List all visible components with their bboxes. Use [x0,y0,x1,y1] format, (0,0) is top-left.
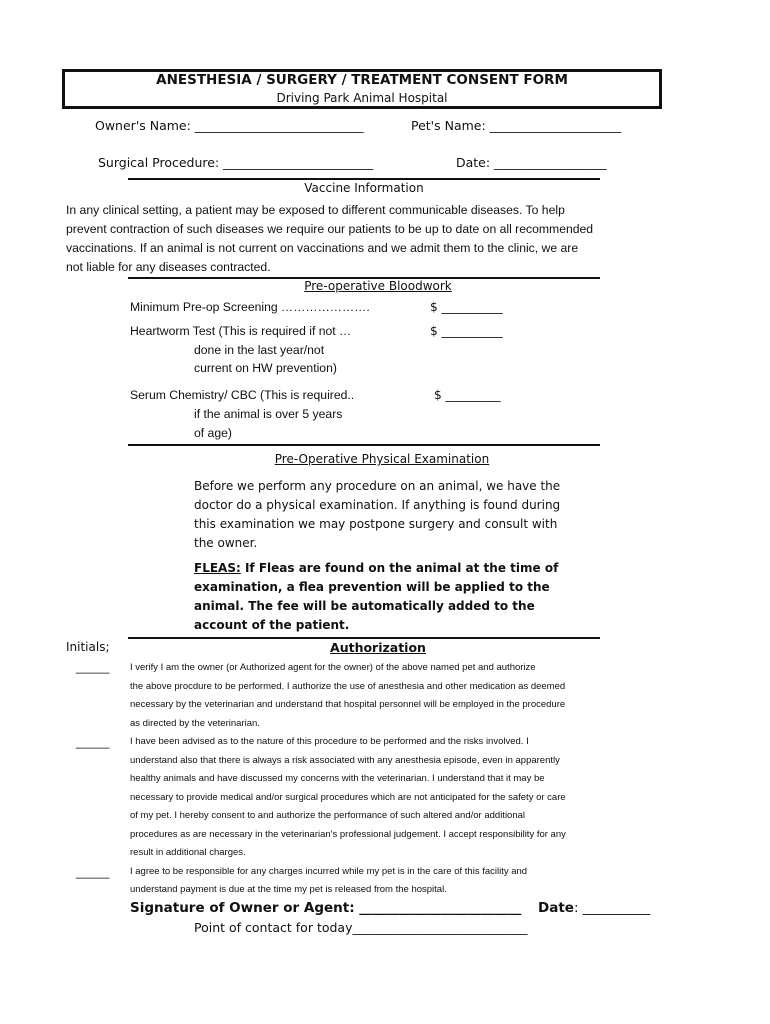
point-of-contact-field[interactable]: Point of contact for today____________________________ [194,920,528,935]
preop-screening-item: Minimum Pre-op Screening …………………. [130,300,370,314]
text-line: I agree to be responsible for any charges incurred while my pet is in the care of this facility and [130,865,528,877]
text-line: examination, a flea prevention will be applied to the [194,580,550,594]
text-line: vaccinations. If an animal is not current on vaccinations and we admit them to the clinic, we are [66,241,579,255]
initials-blank-2[interactable]: _____ [76,735,110,749]
text-line: doctor do a physical examination. If anything is found during [194,498,561,512]
heartworm-price[interactable]: $ __________ [430,324,503,338]
text-line: necessary by the veterinarian and understand that hospital personnel will be employed in the procedure [130,699,566,710]
text-line: understand payment is due at the time my pet is released from the hospital. [130,884,447,895]
vaccine-paragraph [66,201,593,277]
surgical-procedure-field[interactable]: Surgical Procedure: ________________________ [98,155,374,170]
signature-date-label: Date [538,900,574,916]
text-line: account of the patient. [194,618,350,632]
divider [128,637,600,639]
fleas-paragraph [194,559,558,635]
heartworm-detail: done in the last year/not [194,343,325,357]
text-line: this examination we may postpone surgery and consult with [194,517,558,531]
form-title: ANESTHESIA / SURGERY / TREATMENT CONSENT FORM [156,72,568,88]
text-line: healthy animals and have discussed my concerns with the veterinarian. I understand that it may be [130,773,545,784]
text-line: result in additional charges. [130,847,246,858]
exam-heading: Pre-Operative Physical Examination [274,452,490,466]
text-line: procedures as are necessary in the veterinarian's professional judgement. I accept responsibility for any [130,828,566,840]
text-line: not liable for any diseases contracted. [66,260,271,274]
heartworm-detail: current on HW prevention) [194,361,337,375]
heartworm-item: Heartworm Test (This is required if not … [130,324,352,338]
divider [128,444,600,446]
divider [128,178,600,180]
authorization-heading: Authorization [330,640,426,655]
clinic-name: Driving Park Animal Hospital [276,91,448,105]
text-line: as directed by the veterinarian. [130,717,260,729]
text-line: I have been advised as to the nature of this procedure to be performed and the risks involved. I [130,736,529,747]
date-field[interactable]: Date: __________________ [456,155,607,170]
serum-chemistry-item: Serum Chemistry/ CBC (This is required.. [130,388,355,402]
authorization-text [130,659,566,900]
serum-chemistry-detail: of age) [194,426,232,440]
text-line: the owner. [194,536,258,550]
text-line: If Fleas are found on the animal at the time of [240,561,559,575]
pet-name-field[interactable]: Pet's Name: _____________________ [411,118,621,133]
initials-blank-1[interactable]: _____ [76,660,110,674]
exam-paragraph [194,477,560,553]
text-line: I verify I am the owner (or Authorized agent for the owner) of the above named pet and authorize [130,662,536,673]
text-line: the above procdure to be performed. I authorize the use of anesthesia and other medication as deemed [130,680,566,692]
bloodwork-heading: Pre-operative Bloodwork [304,279,452,293]
text-line: understand also that there is always a risk associated with any anesthesia episode, even in apparently [130,754,560,766]
preop-screening-price[interactable]: $ __________ [430,300,503,314]
text-line: Before we perform any procedure on an animal, we have the [194,479,561,493]
text-line: necessary to provide medical and/or surgical procedures which are not anticipated for the safety or care [130,791,566,803]
signature-field[interactable]: Signature of Owner or Agent: ________________________ [130,900,522,916]
serum-chemistry-price[interactable]: $ _________ [434,388,501,402]
signature-date-field[interactable] [538,900,650,916]
text-line: In any clinical setting, a patient may be exposed to different communicable diseases. To help [66,203,565,217]
signature-date-blank: : __________ [573,900,651,916]
text-line: prevent contraction of such diseases we require our patients to be up to date on all recommended [66,222,594,236]
text-line: of my pet. I hereby consent to and authorize the performance of such altered and/or additional [130,810,526,821]
initials-label: Initials; [66,640,110,654]
vaccine-heading: Vaccine Information [304,181,424,195]
text-line: animal. The fee will be automatically added to the [194,599,535,613]
serum-chemistry-detail: if the animal is over 5 years [194,407,343,421]
fleas-label: FLEAS: [194,561,241,575]
initials-blank-3[interactable]: _____ [76,865,110,879]
owner-name-field[interactable]: Owner's Name: ___________________________ [95,118,364,133]
